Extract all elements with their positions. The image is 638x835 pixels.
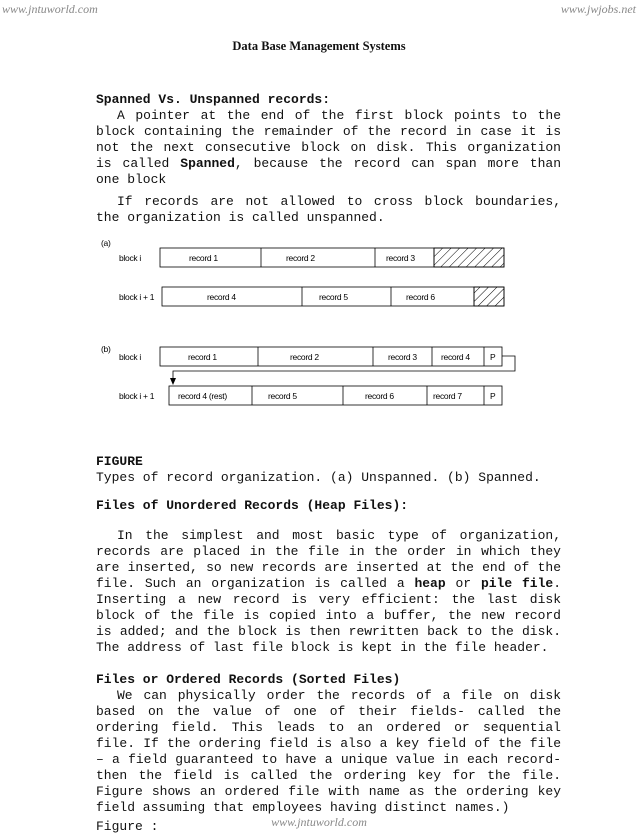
figure-caption: Types of record organization. (a) Unspanned. (b) Spanned. (96, 470, 541, 485)
term-heap: heap (414, 576, 446, 591)
a-block-i1-unused (474, 287, 504, 306)
figure-next-label: Figure : (96, 819, 159, 834)
label-a-block-i1: block i + 1 (119, 292, 155, 302)
label-b-block-i: block i (119, 352, 141, 362)
section-heading-heap: Files of Unordered Records (Heap Files): (96, 498, 409, 513)
label-b-record4: record 4 (441, 352, 470, 362)
figure-label: FIGURE (96, 454, 143, 469)
section-heading-sorted: Files or Ordered Records (Sorted Files) (96, 672, 401, 687)
label-b-record1: record 1 (188, 352, 217, 362)
label-b-record5: record 5 (268, 391, 297, 401)
label-a-record2: record 2 (286, 253, 315, 263)
term-pile-file: pile file (480, 576, 554, 591)
term-spanned: Spanned (180, 156, 235, 171)
diagram-svg (96, 238, 526, 408)
watermark-top-right: www.jwjobs.net (560, 2, 636, 16)
section-heading-spanned: Spanned Vs. Unspanned records: (96, 92, 331, 107)
label-b-record3: record 3 (388, 352, 417, 362)
record-organization-diagram (96, 238, 526, 408)
label-a-block-i: block i (119, 253, 141, 263)
label-a-record3: record 3 (386, 253, 415, 263)
watermark-top-left: www.jntuworld.com (2, 2, 98, 16)
pointer-arrowhead (170, 378, 176, 385)
label-b-record7: record 7 (433, 391, 462, 401)
a-block-i-unused (434, 248, 504, 267)
paragraph-spanned: A pointer at the end of the first block points to the block containing the remainder of the record in case it is not the next consecutive block on disk. This organization is called Spanned, because the record can span more than one block (96, 108, 561, 187)
label-part-a: (a) (101, 238, 111, 248)
watermark-bottom: www.jntuworld.com (271, 815, 367, 829)
paragraph-heap: In the simplest and most basic type of organization, records are placed in the file in the order in which they are inserted, so new records are inserted at the end of the file. Such an organization is called a heap or pile file. Inserting a new record is very efficient: the last disk block of the file is copied into a buffer, the new record is added; and the block is then rewritten back to the disk. The address of last file block is kept in the file header. (96, 528, 561, 655)
label-b-pointer1: P (490, 352, 496, 362)
paragraph-sorted: We can physically order the records of a file on disk based on the value of one of their fields- called the ordering field. This leads to an ordered or sequential file. If the ordering field is also a key field of the file – a field guaranteed to have a unique value in each record- then the field is called the ordering key for the file. Figure shows an ordered file with name as the ordering key field assuming that employees having distinct names.) (96, 688, 561, 815)
label-b-record4-rest: record 4 (rest) (178, 391, 227, 401)
label-b-pointer2: P (490, 391, 496, 401)
label-b-record6: record 6 (365, 391, 394, 401)
label-a-record5: record 5 (319, 292, 348, 302)
label-b-block-i1: block i + 1 (119, 391, 155, 401)
paragraph-unspanned: If records are not allowed to cross block boundaries, the organization is called unspanned. (96, 194, 561, 225)
page-title: Data Base Management Systems (232, 39, 406, 53)
label-a-record1: record 1 (189, 253, 218, 263)
label-a-record6: record 6 (406, 292, 435, 302)
label-a-record4: record 4 (207, 292, 236, 302)
label-part-b: (b) (101, 344, 111, 354)
label-b-record2: record 2 (290, 352, 319, 362)
